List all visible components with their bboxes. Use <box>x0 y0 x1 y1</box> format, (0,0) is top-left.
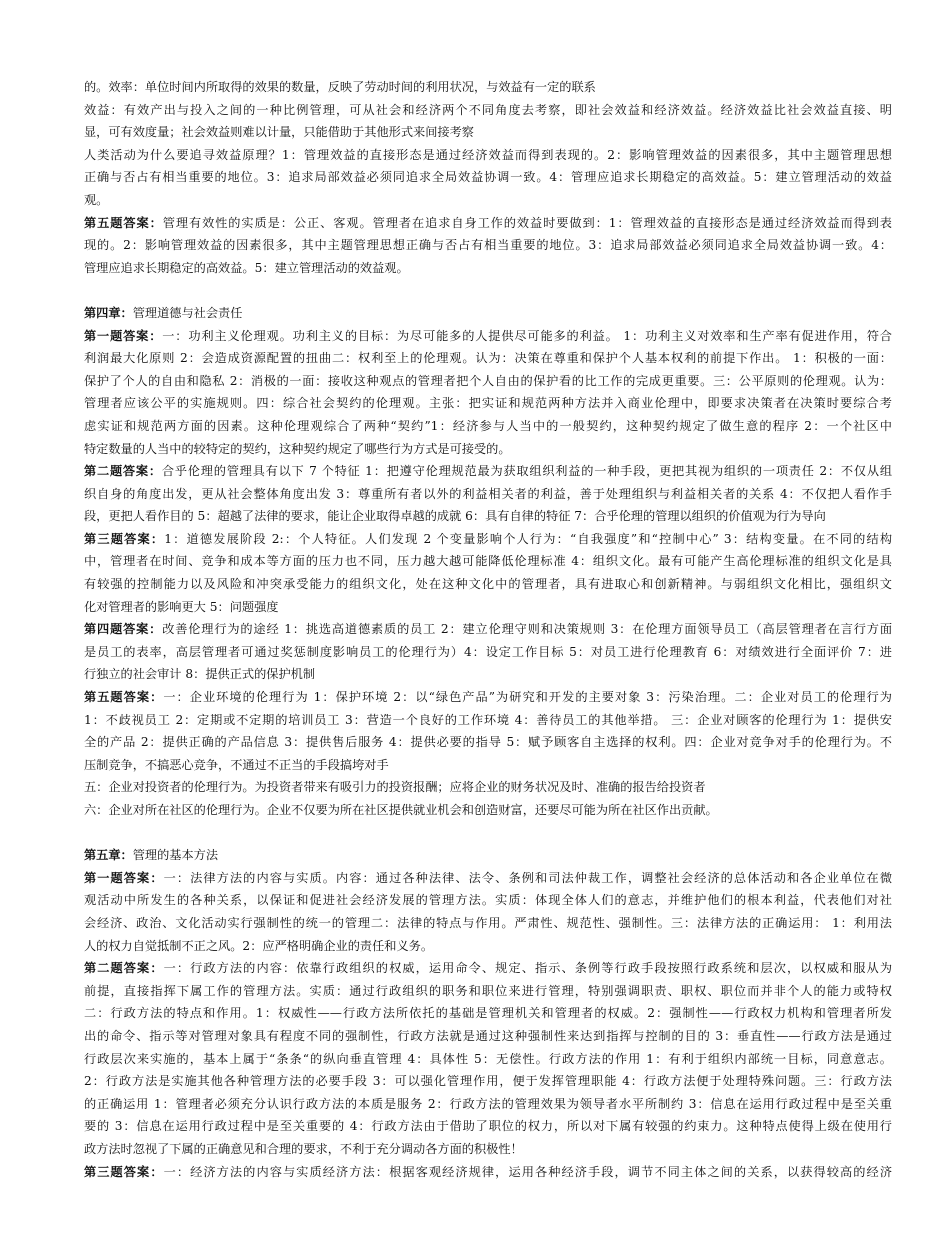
answer-label: 第三题答案： <box>84 1164 164 1179</box>
text-line <box>84 438 892 461</box>
line-text: 行政层次来实施的，基本上属于“条条“的纵向垂直管理 4：具体性 5：无偿性。行政方法的作用 1：有利于组织内部统一目标，同意意志。 <box>84 1051 892 1066</box>
line-text: 一：行政方法的内容：依靠行政组织的权威，运用命令、规定、指示、条例等行政手段按照行政系统和层次，以权威和服从为 <box>163 961 892 976</box>
text-line <box>84 347 892 370</box>
line-text: 效益：有效产出与投入之间的一种比例管理，可从社会和经济两个不同角度去考察，即社会效益和经济效益。经济效益比社会效益直接、明 <box>84 102 892 117</box>
text-line <box>84 415 892 438</box>
text-line <box>84 709 892 732</box>
text-line <box>84 234 892 257</box>
line-text: 织自身的角度出发，更从社会整体角度出发 3：尊重所有者以外的利益相关者的利益，善于处理组织与利益相关者的关系 4：不仅把人看作手 <box>84 486 892 501</box>
line-text: 会经济、政治、文化活动实行强制性的统一的管理二：法律的特点与作用。严肃性、规范性、强制性。三：法律方法的正确运用： 1：利用法 <box>84 915 892 930</box>
blank-line <box>84 822 892 845</box>
text-line <box>84 776 892 799</box>
line-text: 2：行政方法是实施其他各种管理方法的必要手段 3：可以强化管理作用，便于发挥管理职能 4：行政方法便于处理特殊问题。三：行政方法 <box>84 1074 892 1089</box>
document-body <box>84 76 892 1183</box>
text-line <box>84 980 892 1003</box>
line-text: 五：企业对投资者的伦理行为。为投资者带来有吸引力的投资报酬；应将企业的财务状况及时、准确的报告给投资者 <box>84 780 706 795</box>
text-line <box>84 573 892 596</box>
text-line <box>84 844 892 867</box>
line-text: 行独立的社会审计 8：提供正式的保护机制 <box>84 667 316 682</box>
text-line <box>84 731 892 754</box>
answer-label: 第一题答案： <box>84 328 163 343</box>
line-text: 中，管理者在时间、竞争和成本等方面的压力也不同，压力越大越可能降低伦理标准 4：组织文化。最有可能产生高伦理标准的组织文化是具 <box>84 554 892 569</box>
text-line <box>84 121 892 144</box>
line-text: 利润最大化原则 2：会造成资源配置的扭曲二：权利至上的伦理观。认为：决策在尊重和保护个人基本权利的前提下作出。 1：积极的一面： <box>84 351 892 366</box>
text-line <box>84 460 892 483</box>
line-text: 管理有效性的实质是：公正、客观。管理者在追求自身工作的效益时要做到：1：管理效益的直接形态是通过经济效益而得到表 <box>162 215 892 230</box>
line-text: 观。 <box>84 192 109 207</box>
text-line <box>84 799 892 822</box>
line-text: 1：不歧视员工 2：定期或不定期的培训员工 3：营造一个良好的工作环境 4：善待员工的其他举措。 三：企业对顾客的伦理行为 1：提供安 <box>84 712 892 727</box>
text-line <box>84 1093 892 1116</box>
answer-label: 第五题答案： <box>84 690 164 705</box>
line-text: 化对管理者的影响更大 5：问题强度 <box>84 599 279 614</box>
text-line <box>84 686 892 709</box>
text-line <box>84 754 892 777</box>
line-text: 显，可有效度量；社会效益则难以计量，只能借助于其他形式来间接考察 <box>84 125 474 140</box>
line-text: 观活动中所发生的各种关系，以保证和促进社会经济发展的管理方法。实质：体现全体人们的意志，并维护他们的根本利益，代表他们对社 <box>84 893 892 908</box>
line-text: 要的 3：信息在运用行政过程中是至关重要的 4：行政方法由于借助了职位的权力，所以对下属有较强的约束力。这种特点使得上级在使用行 <box>84 1119 892 1134</box>
text-line <box>84 370 892 393</box>
text-line <box>84 912 892 935</box>
text-line <box>84 957 892 980</box>
line-text: 1：道德发展阶段 2:：个人特征。人们发现 2 个变量影响个人行为：“自我强度”和“控制中心” 3：结构变量。在不同的结构 <box>164 531 892 546</box>
text-line <box>84 935 892 958</box>
text-line <box>84 166 892 189</box>
line-text: 人的权力自觉抵制不正之风。2：应严格明确企业的责任和义务。 <box>84 938 434 953</box>
text-line <box>84 325 892 348</box>
answer-label: 第二题答案： <box>84 961 164 976</box>
line-text: 管理道德与社会责任 <box>132 305 243 320</box>
line-text: 出的命令、指示等对管理对象具有程度不同的强制性，行政方法就是通过这种强制性来达到指挥与控制的目的 3：垂直性——行政方法是通过 <box>84 1028 892 1043</box>
text-line <box>84 505 892 528</box>
text-line <box>84 1161 892 1184</box>
blank-line <box>84 279 892 302</box>
text-line <box>84 392 892 415</box>
line-text: 正确与否占有相当重要的地位。3：追求局部效益必须同追求全局效益协调一致。4：管理应追求长期稳定的高效益。5：建立管理活动的效益 <box>84 170 892 185</box>
line-text: 改善伦理行为的途经 1：挑选高道德素质的员工 2：建立伦理守则和决策规则 3：在伦理方面领导员工（高层管理者在言行方面 <box>162 622 892 637</box>
text-line <box>84 663 892 686</box>
text-line <box>84 550 892 573</box>
answer-label: 第二题答案： <box>84 464 162 479</box>
answer-label: 第四题答案： <box>84 622 163 637</box>
line-text: 的正确运用 1：管理者必须充分认识行政方法的本质是服务 2：行政方法的管理效果为领导者水平所制约 3：信息在运用行政过程中是至关重 <box>84 1096 892 1111</box>
line-text: 一：功利主义伦理观。功利主义的目标：为尽可能多的人提供尽可能多的利益。 1：功利主义对效率和生产率有促进作用，符合 <box>162 328 892 343</box>
text-line <box>84 99 892 122</box>
line-text: 管理应追求长期稳定的高效益。5：建立管理活动的效益观。 <box>84 260 409 275</box>
answer-label: 第一题答案： <box>84 870 164 885</box>
line-text: 压制竞争，不搞恶心竞争，不通过不正当的手段搞垮对手 <box>84 757 389 772</box>
line-text: 是员工的表率，高层管理者可通过奖惩制度影响员工的伦理行为）4：设定工作目标 5：对员工进行伦理教育 6：对绩效进行全面评价 7：进 <box>84 644 892 659</box>
line-text: 一：经济方法的内容与实质经济方法：根据客观经济规律，运用各种经济手段，调节不同主体之间的关系，以获得较高的经济 <box>163 1164 892 1179</box>
line-text: 段，更把人看作目的 5：超越了法律的要求，能让企业取得卓越的成就 6：具有自律的特征 7：合乎伦理的管理以组织的价值观为行为导向 <box>84 509 826 524</box>
text-line <box>84 257 892 280</box>
line-text: 政方法时忽视了下属的正确意见和合理的要求，不利于充分调动各方面的积极性！ <box>84 1141 523 1156</box>
line-text: 前提，直接指挥下属工作的管理方法。实质：通过行政组织的职务和职位来进行管理，特别强调职责、职权、职位而并非个人的能力或特权 <box>84 983 892 998</box>
line-text: 管理者应该公平的实施规则。四：综合社会契约的伦理观。主张：把实证和规范两种方法并入商业伦理中，即要求决策者在决策时要综合考 <box>84 396 892 411</box>
line-text: 现的。2：影响管理效益的因素很多，其中主题管理思想正确与否占有相当重要的地位。3：追求局部效益必须同追求全局效益协调一致。4： <box>84 238 892 253</box>
answer-label: 第三题答案： <box>84 531 165 546</box>
text-line <box>84 302 892 325</box>
line-text: 一：法律方法的内容与实质。内容：通过各种法律、法令、条例和司法仲裁工作，调整社会经济的总体活动和各企业单位在微 <box>163 870 892 885</box>
text-line <box>84 76 892 99</box>
line-text: 合乎伦理的管理具有以下 7 个特征 1：把遵守伦理规范最为获取组织利益的一种手段，更把其视为组织的一项责任 2：不仅从组 <box>161 464 892 479</box>
text-line <box>84 867 892 890</box>
line-text: 保护了个人的自由和隐私 2：消极的一面：接收这种观点的管理者把个人自由的保护看的比工作的完成更重要。三：公平原则的伦理观。认为： <box>84 373 892 388</box>
answer-label: 第五章： <box>84 848 133 863</box>
text-line <box>84 1115 892 1138</box>
line-text: 虑实证和规范两方面的因素。这种伦理观综合了两种“契约”1：经济参与人当中的一般契约，这种契约规定了做生意的程序 2：一个社区中 <box>84 418 892 433</box>
text-line <box>84 144 892 167</box>
line-text: 一：企业环境的伦理行为 1：保护环境 2：以“绿色产品”为研究和开发的主要对象 3：污染治理。二：企业对员工的伦理行为 <box>163 690 892 705</box>
text-line <box>84 618 892 641</box>
line-text: 有较强的控制能力以及风险和冲突承受能力的组织文化，处在这种文化中的管理者，具有进取心和创新精神。与弱组织文化相比，强组织文 <box>84 577 892 592</box>
line-text: 特定数量的人当中的较特定的契约，这种契约规定了哪些行为方式是可接受的。 <box>84 441 511 456</box>
line-text: 人类活动为什么要追寻效益原理？1：管理效益的直接形态是通过经济效益而得到表现的。2：影响管理效益的因素很多，其中主题管理思想 <box>84 147 892 162</box>
text-line <box>84 1070 892 1093</box>
text-line <box>84 212 892 235</box>
answer-label: 第四章： <box>84 305 133 320</box>
line-text: 六：企业对所在社区的伦理行为。企业不仅要为所在社区提供就业机会和创造财富，还要尽可能为所在社区作出贡献。 <box>84 803 718 817</box>
text-line <box>84 1048 892 1071</box>
line-text: 管理的基本方法 <box>132 848 219 863</box>
text-line <box>84 1002 892 1025</box>
text-line <box>84 528 892 551</box>
text-line <box>84 1025 892 1048</box>
text-line <box>84 189 892 212</box>
text-line <box>84 1138 892 1161</box>
text-line <box>84 889 892 912</box>
text-line <box>84 483 892 506</box>
text-line <box>84 641 892 664</box>
text-line <box>84 596 892 619</box>
line-text: 二：行政方法的特点和作用。1：权威性——行政方法所依托的基础是管理机关和管理者的权威。2：强制性——行政权力机构和管理者所发 <box>84 1006 892 1021</box>
line-text: 的。效率：单位时间内所取得的效果的数量，反映了劳动时间的利用状况，与效益有一定的联系 <box>84 80 596 94</box>
answer-label: 第五题答案： <box>84 215 163 230</box>
line-text: 全的产品 2：提供正确的产品信息 3：提供售后服务 4：提供必要的指导 5：赋予顾客自主选择的权利。四：企业对竞争对手的伦理行为。不 <box>84 735 892 750</box>
